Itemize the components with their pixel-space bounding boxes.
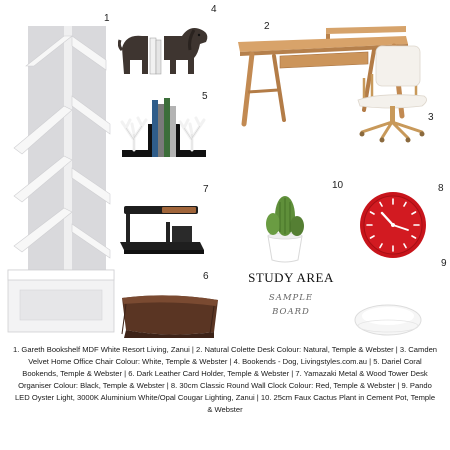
item-number-7: 7 (203, 184, 209, 195)
office-chair-icon (352, 40, 442, 144)
product-list-caption: 1. Gareth Bookshelf MDF White Resort Living, Zanui | 2. Natural Colette Desk Colour: Natural, Temple & Webster | 3. Camden Velvet Home Office Chair Colour: White, Temple & Webster | 4. Bookends - Dog, Livingstyles.com.au | 5. Dariel Coral Bookends, Temple & Webster | 6. Dark Leather Card Holder, Temple & Webster | 7. Yamazaki Metal & Wood Tower Desk Organiser Colour: Black, Temple & Webster | 8. 30cm Classic Round Wall Clock Colour: Red, Temple & Webster | 9. Pando LED Oyster Light, 3000K Aluminium White/Opal Cougar Lighting, Zanui | 10. 25cm Faux Cactus Plant in Cement Pot, Temple & Webster (12, 345, 438, 414)
item-number-1: 1 (104, 13, 110, 24)
desk-organiser-icon (118, 196, 206, 258)
coral-bookends-icon (118, 91, 208, 162)
board-subtitle-line2: BOARD (272, 307, 310, 317)
cactus-plant-icon (260, 184, 310, 264)
item-number-10: 10 (332, 180, 344, 191)
item-number-3: 3 (428, 112, 434, 123)
item-number-5: 5 (202, 91, 208, 102)
board-title: STUDY AREA (248, 270, 334, 285)
item-number-4: 4 (211, 4, 217, 15)
item-number-6: 6 (203, 271, 209, 282)
card-holder-icon (118, 290, 222, 340)
board-title-block (236, 270, 346, 318)
wall-clock-icon (358, 190, 428, 260)
board-subtitle-line1: SAMPLE (268, 293, 314, 303)
bookshelf-icon (6, 18, 118, 336)
dog-bookends-icon (118, 18, 210, 80)
item-number-2: 2 (264, 21, 270, 32)
item-number-8: 8 (438, 183, 444, 194)
oyster-light-icon (352, 300, 424, 340)
item-number-9: 9 (441, 258, 447, 269)
